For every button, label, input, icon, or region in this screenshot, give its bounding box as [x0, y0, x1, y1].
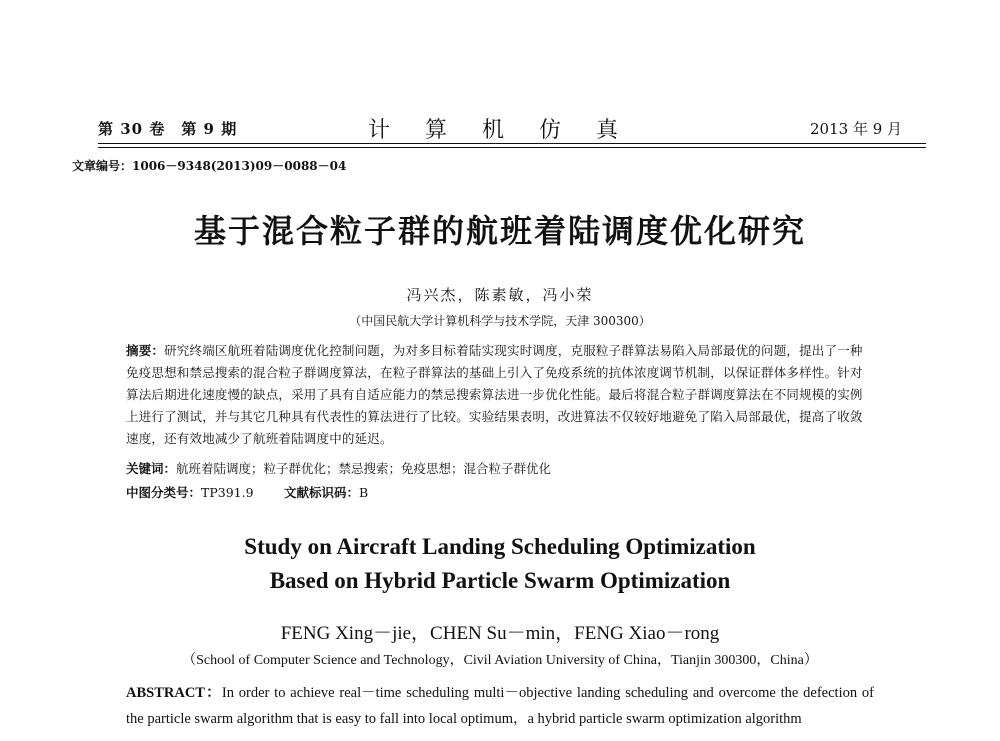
clc-number: [126, 483, 254, 501]
keywords-chinese: [126, 459, 551, 477]
header-rule-thin: [98, 147, 926, 148]
authors-chinese: 冯兴杰，陈素敏，冯小荣: [406, 286, 594, 304]
keywords-label: 关键词：: [126, 461, 177, 476]
doc-code-value: B: [359, 485, 369, 500]
journal-name: 计 算 机 仿 真: [368, 118, 632, 143]
doc-code-label: 文献标识码：: [284, 485, 360, 500]
abstract-english: [126, 680, 874, 732]
journal-date: 2013 年 9 月: [810, 120, 903, 138]
journal-volume-issue: 第 30 卷 第 9 期: [98, 120, 238, 138]
clc-label: 中图分类号：: [126, 485, 202, 500]
affiliation-english: （School of Computer Science and Technology，Civil Aviation University of China，Tianjin 300300，China）: [182, 653, 818, 668]
title-english-line2: Based on Hybrid Particle Swarm Optimization: [269, 568, 731, 593]
authors-english: FENG Xing－jie，CHEN Su－min，FENG Xiao－rong: [280, 623, 720, 644]
title-english-line1: Study on Aircraft Landing Scheduling Optimization: [244, 534, 756, 559]
header-rule-thick: [98, 143, 926, 144]
abstract-chinese-text: 研究终端区航班着陆调度优化控制问题，为对多目标着陆实现实时调度，克服粒子群算法易陷入局部最优的问题，提出了一种免疫思想和禁忌搜索的混合粒子群调度算法，在粒子群算法的基础上引入了免疫系统的抗体浓度调节机制，以保证群体多样性。针对算法后期进化速度慢的缺点，采用了具有自适应能力的禁忌搜索算法进一步优化性能。最后将混合粒子群调度算法在不同规模的实例上进行了测试，并与其它几种具有代表性的算法进行了比较。实验结果表明，改进算法不仅较好地避免了陷入局部最优，提高了收敛速度，还有效地减少了航班着陆调度中的延迟。: [126, 343, 863, 446]
document-code: [284, 483, 368, 501]
clc-value: TP391.9: [201, 485, 254, 500]
article-number: 文章编号：1006－9348(2013)09－0088－04: [72, 159, 347, 173]
keywords-text: 航班着陆调度；粒子群优化；禁忌搜索；免疫思想；混合粒子群优化: [176, 461, 552, 476]
abstract-english-text: In order to achieve real－time scheduling multi－objective landing scheduling and overcome the defection of the particle swarm algorithm that is easy to fall into local optimum，a hybrid particle swarm optimization algorithm: [126, 685, 874, 727]
abstract-english-label: ABSTRACT：: [126, 685, 222, 701]
abstract-chinese-label: 摘要：: [126, 343, 165, 358]
affiliation-chinese: （中国民航大学计算机科学与技术学院，天津 300300）: [349, 314, 651, 328]
abstract-chinese: [126, 340, 874, 450]
title-chinese: 基于混合粒子群的航班着陆调度优化研究: [193, 212, 806, 250]
